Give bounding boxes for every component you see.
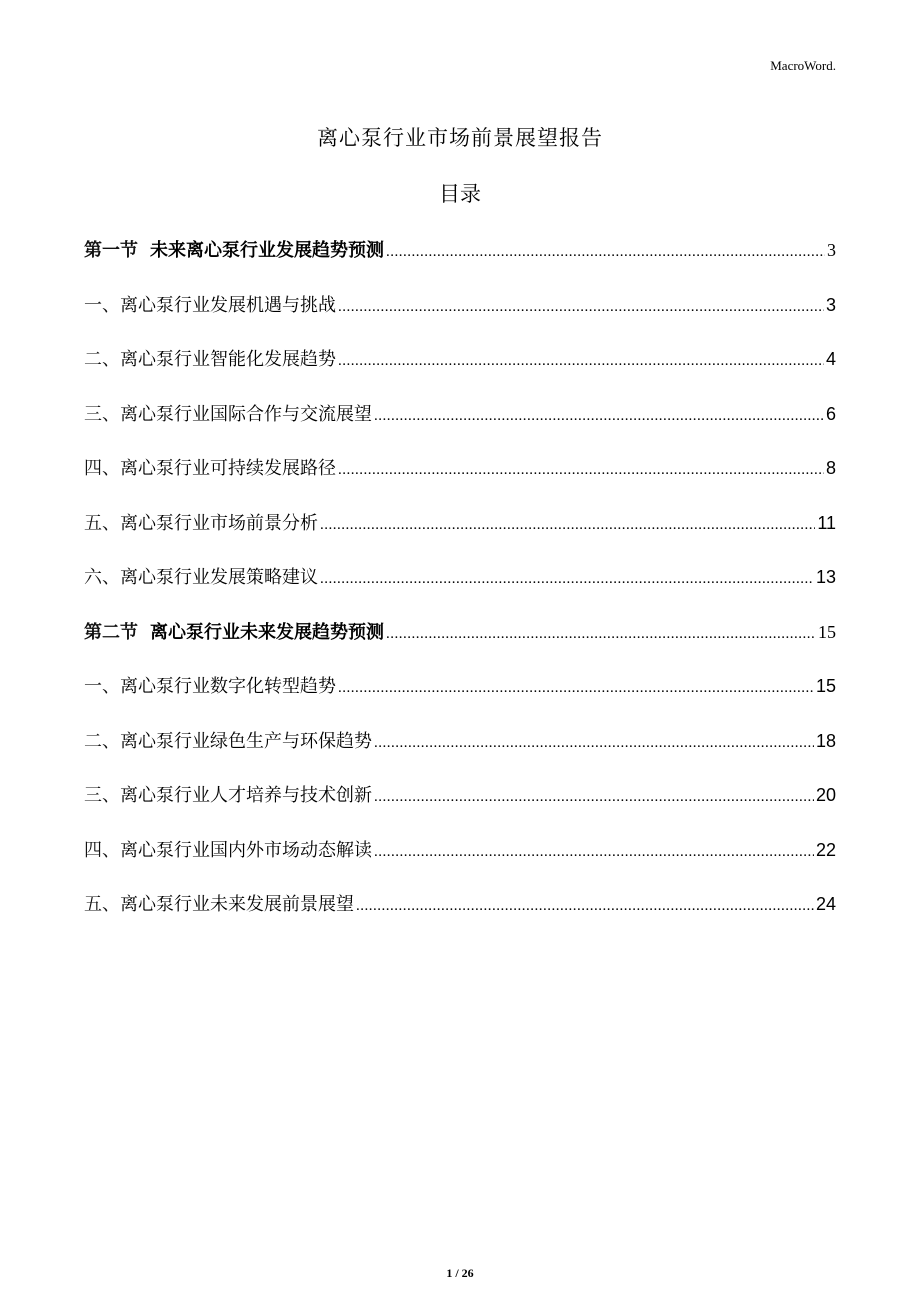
toc-leader-dots bbox=[320, 509, 815, 541]
toc-leader-dots bbox=[338, 345, 824, 377]
toc-entry-label: 离心泵行业可持续发展路径 bbox=[120, 458, 336, 479]
toc-entry-1-3[interactable] bbox=[84, 398, 836, 453]
toc-heading: 目录 bbox=[439, 182, 481, 206]
toc-entry-number: 二、 bbox=[84, 349, 120, 370]
toc-entry-page: 11 bbox=[817, 512, 836, 533]
toc-entry-label: 离心泵行业绿色生产与环保趋势 bbox=[120, 730, 372, 752]
toc-entry-label: 离心泵行业未来发展前景展望 bbox=[120, 894, 354, 915]
toc-leader-dots bbox=[338, 291, 824, 323]
toc-entry-label: 离心泵行业发展机遇与挑战 bbox=[120, 294, 336, 316]
toc-entry-label: 离心泵行业智能化发展趋势 bbox=[120, 349, 336, 370]
toc-entry-page: 22 bbox=[815, 839, 836, 860]
toc-entry-page: 8 bbox=[825, 458, 836, 478]
toc-entry-label: 离心泵行业人才培养与技术创新 bbox=[120, 785, 372, 806]
toc-entry-page: 6 bbox=[825, 403, 836, 424]
toc-entry-page: 3 bbox=[827, 240, 836, 260]
toc-leader-dots bbox=[374, 400, 824, 432]
toc-entry-label: 离心泵行业国际合作与交流展望 bbox=[120, 403, 372, 425]
toc-entry-number: 二、 bbox=[84, 730, 120, 752]
toc-entry-2-5[interactable] bbox=[84, 888, 836, 943]
toc-leader-dots bbox=[338, 672, 814, 704]
toc-entry-page: 24 bbox=[815, 894, 836, 914]
toc-entry-number: 五、 bbox=[84, 894, 120, 915]
header-brand: MacroWord. bbox=[770, 58, 836, 73]
toc-entry-label: 离心泵行业发展策略建议 bbox=[120, 567, 318, 588]
toc-entry-number: 三、 bbox=[84, 785, 120, 806]
toc-entry-label: 未来离心泵行业发展趋势预测 bbox=[150, 240, 384, 261]
toc-leader-dots bbox=[338, 454, 824, 486]
toc-entry-1-2[interactable] bbox=[84, 343, 836, 398]
toc-entry-2-1[interactable] bbox=[84, 670, 836, 725]
toc-entry-number: 四、 bbox=[84, 839, 120, 861]
page-indicator: 1 / 26 bbox=[446, 1266, 474, 1280]
toc-entry-page: 3 bbox=[825, 294, 836, 315]
toc-entry-label: 离心泵行业数字化转型趋势 bbox=[120, 676, 336, 697]
toc-entry-number: 第一节 bbox=[84, 240, 138, 261]
toc-entry-number: 第二节 bbox=[84, 621, 138, 643]
toc-entry-number: 一、 bbox=[84, 294, 120, 316]
toc-entry-number: 四、 bbox=[84, 458, 120, 479]
toc-entry-number: 三、 bbox=[84, 403, 120, 425]
toc-leader-dots bbox=[374, 781, 814, 813]
toc-entry-label: 离心泵行业未来发展趋势预测 bbox=[150, 621, 384, 643]
toc-entry-page: 4 bbox=[825, 349, 836, 369]
toc-entry-page: 15 bbox=[815, 676, 836, 696]
toc-entry-label: 离心泵行业市场前景分析 bbox=[120, 512, 318, 534]
toc-leader-dots bbox=[374, 836, 814, 868]
toc-entry-1-5[interactable] bbox=[84, 507, 836, 562]
toc-leader-dots bbox=[320, 563, 814, 595]
toc-entry-section-1[interactable] bbox=[84, 234, 836, 289]
toc-entry-2-2[interactable] bbox=[84, 725, 836, 780]
toc-entry-number: 五、 bbox=[84, 512, 120, 534]
toc-leader-dots bbox=[356, 890, 814, 922]
toc-entry-page: 15 bbox=[818, 621, 836, 642]
toc-entry-page: 20 bbox=[815, 785, 836, 805]
toc-entry-number: 六、 bbox=[84, 567, 120, 588]
toc-entry-2-4[interactable] bbox=[84, 834, 836, 889]
toc-entry-1-4[interactable] bbox=[84, 452, 836, 507]
toc-entry-page: 18 bbox=[815, 730, 836, 751]
toc-leader-dots bbox=[386, 236, 825, 268]
toc-entry-1-6[interactable] bbox=[84, 561, 836, 616]
toc-entry-2-3[interactable] bbox=[84, 779, 836, 834]
table-of-contents bbox=[84, 234, 836, 943]
toc-leader-dots bbox=[386, 618, 816, 650]
toc-entry-section-2[interactable] bbox=[84, 616, 836, 671]
toc-entry-label: 离心泵行业国内外市场动态解读 bbox=[120, 839, 372, 861]
toc-leader-dots bbox=[374, 727, 814, 759]
toc-entry-page: 13 bbox=[815, 567, 836, 587]
toc-entry-number: 一、 bbox=[84, 676, 120, 697]
toc-entry-1-1[interactable] bbox=[84, 289, 836, 344]
document-title: 离心泵行业市场前景展望报告 bbox=[317, 126, 603, 150]
